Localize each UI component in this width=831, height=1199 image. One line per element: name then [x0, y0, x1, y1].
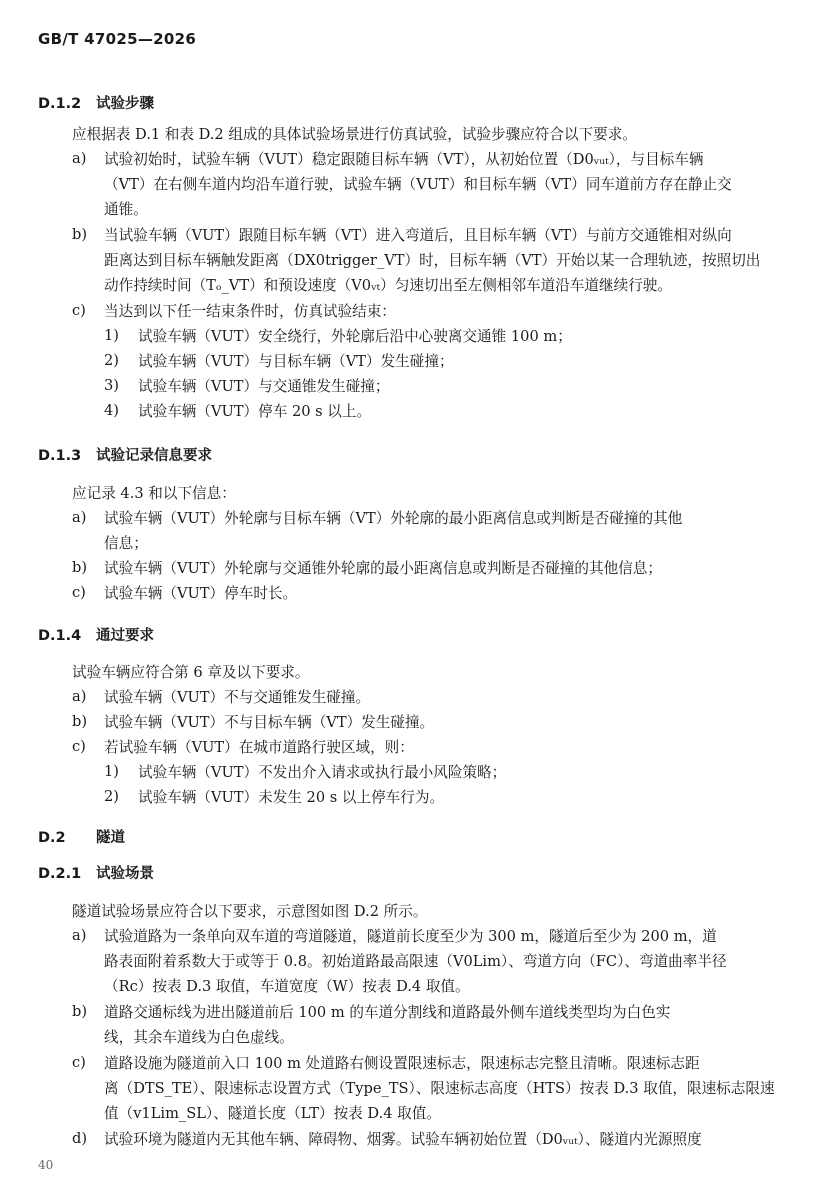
section-number: D.2.1 [38, 866, 82, 882]
paragraph-line: 信息； [104, 535, 148, 552]
section-heading-d2 [38, 826, 125, 847]
paragraph: 试验车辆应符合第 6 章及以下要求。 [72, 664, 310, 681]
section-number: D.1.4 [38, 628, 82, 644]
paragraph: 应记录 4.3 和以下信息： [72, 485, 236, 502]
sub-item: 试验车辆（VUT）停车 20 s 以上。 [138, 403, 372, 420]
section-number: D.1.2 [38, 96, 82, 112]
paragraph-line: 试验车辆（VUT）外轮廓与目标车辆（VT）外轮廓的最小距离信息或判断是否碰撞的其他 [104, 510, 683, 527]
section-heading-d14 [38, 624, 154, 645]
section-title: 试验记录信息要求 [96, 448, 212, 464]
paragraph-line: 当试验车辆（VUT）跟随目标车辆（VT）进入弯道后，且目标车辆（VT）与前方交通锥相对纵向 [104, 227, 732, 244]
paragraph: 应根据表 D.1 和表 D.2 组成的具体试验场景进行仿真试验，试验步骤应符合以下要求。 [72, 126, 637, 143]
paragraph-line: 通锥。 [104, 201, 148, 218]
section-number: D.1.3 [38, 448, 82, 464]
sub-item-marker: 3) [104, 377, 119, 394]
paragraph-line: 道路交通标线为进出隧道前后 100 m 的车道分割线和道路最外侧车道线类型均为白色实 [104, 1004, 671, 1021]
sub-item: 试验车辆（VUT）安全绕行，外轮廓后沿中心驶离交通锥 100 m； [138, 328, 572, 345]
list-marker: c) [72, 584, 86, 601]
paragraph-line: 距离达到目标车辆触发距离（DX0trigger_VT）时，目标车辆（VT）开始以某一合理轨迹，按照切出 [104, 252, 761, 269]
paragraph-line: （Rc）按表 D.3 取值，车道宽度（W）按表 D.4 取值。 [104, 978, 470, 995]
paragraph: 隧道试验场景应符合以下要求，示意图如图 D.2 所示。 [72, 903, 428, 920]
list-marker: a) [72, 688, 87, 705]
sub-item-marker: 4) [104, 402, 119, 419]
paragraph-line: 若试验车辆（VUT）在城市道路行驶区域，则： [104, 739, 414, 756]
paragraph-line: 试验车辆（VUT）不与目标车辆（VT）发生碰撞。 [104, 714, 435, 731]
section-title: 通过要求 [96, 628, 154, 644]
list-marker: a) [72, 150, 87, 167]
sub-item-marker: 2) [104, 788, 119, 805]
list-marker: c) [72, 1054, 86, 1071]
section-heading-d21 [38, 862, 154, 883]
list-marker: c) [72, 302, 86, 319]
sub-item: 试验车辆（VUT）不发出介入请求或执行最小风险策略； [138, 764, 507, 781]
paragraph-line: 路表面附着系数大于或等于 0.8。初始道路最高限速（V0Lim）、弯道方向（FC）、弯道曲率半径 [104, 953, 727, 970]
sub-item-marker: 1) [104, 327, 119, 344]
list-marker: c) [72, 738, 86, 755]
paragraph-line: 当达到以下任一结束条件时，仿真试验结束： [104, 303, 396, 320]
paragraph-line: （VT）在右侧车道内均沿车道行驶，试验车辆（VUT）和目标车辆（VT）同车道前方存在静止交 [104, 176, 732, 193]
paragraph-line: 试验初始时，试验车辆（VUT）稳定跟随目标车辆（VT），从初始位置（D0ᵥᵤₜ），与目标车辆 [104, 151, 704, 168]
section-heading-d13 [38, 444, 212, 465]
section-number: D.2 [38, 830, 66, 846]
sub-item: 试验车辆（VUT）与交通锥发生碰撞； [138, 378, 390, 395]
section-title: 试验步骤 [96, 96, 154, 112]
paragraph-line: 值（v1Lim_SL）、隧道长度（LT）按表 D.4 取值。 [104, 1105, 441, 1122]
paragraph-line: 试验环境为隧道内无其他车辆、障碍物、烟雾。试验车辆初始位置（D0ᵥᵤₜ）、隧道内光源照度 [104, 1131, 702, 1148]
list-marker: a) [72, 927, 87, 944]
paragraph-line: 线，其余车道线为白色虚线。 [104, 1029, 294, 1046]
paragraph-line: 试验车辆（VUT）停车时长。 [104, 585, 298, 602]
page-number: 40 [38, 1158, 54, 1172]
list-marker: b) [72, 713, 88, 730]
paragraph-line: 道路设施为隧道前入口 100 m 处道路右侧设置限速标志，限速标志完整且清晰。限速标志距 [104, 1055, 700, 1072]
section-title: 试验场景 [96, 866, 154, 882]
sub-item-marker: 1) [104, 763, 119, 780]
sub-item: 试验车辆（VUT）未发生 20 s 以上停车行为。 [138, 789, 445, 806]
paragraph-line: 试验车辆（VUT）不与交通锥发生碰撞。 [104, 689, 371, 706]
paragraph-line: 试验道路为一条单向双车道的弯道隧道，隧道前长度至少为 300 m，隧道后至少为 200 m，道 [104, 928, 717, 945]
list-marker: b) [72, 1003, 88, 1020]
paragraph-line: 离（DTS_TE）、限速标志设置方式（Type_TS）、限速标志高度（HTS）按表 D.3 取值，限速标志限速 [104, 1080, 775, 1097]
list-marker: b) [72, 559, 88, 576]
sub-item: 试验车辆（VUT）与目标车辆（VT）发生碰撞； [138, 353, 454, 370]
paragraph-line: 试验车辆（VUT）外轮廓与交通锥外轮廓的最小距离信息或判断是否碰撞的其他信息； [104, 560, 662, 577]
section-title: 隧道 [96, 830, 125, 846]
list-marker: b) [72, 226, 88, 243]
sub-item-marker: 2) [104, 352, 119, 369]
standard-number-header: GB/T 47025—2026 [38, 30, 197, 48]
list-marker: a) [72, 509, 87, 526]
section-heading-d12 [38, 92, 154, 113]
paragraph-line: 动作持续时间（Tₒ_VT）和预设速度（V0ᵥₜ）匀速切出至左侧相邻车道沿车道继续行驶。 [104, 277, 672, 294]
list-marker: d) [72, 1130, 88, 1147]
